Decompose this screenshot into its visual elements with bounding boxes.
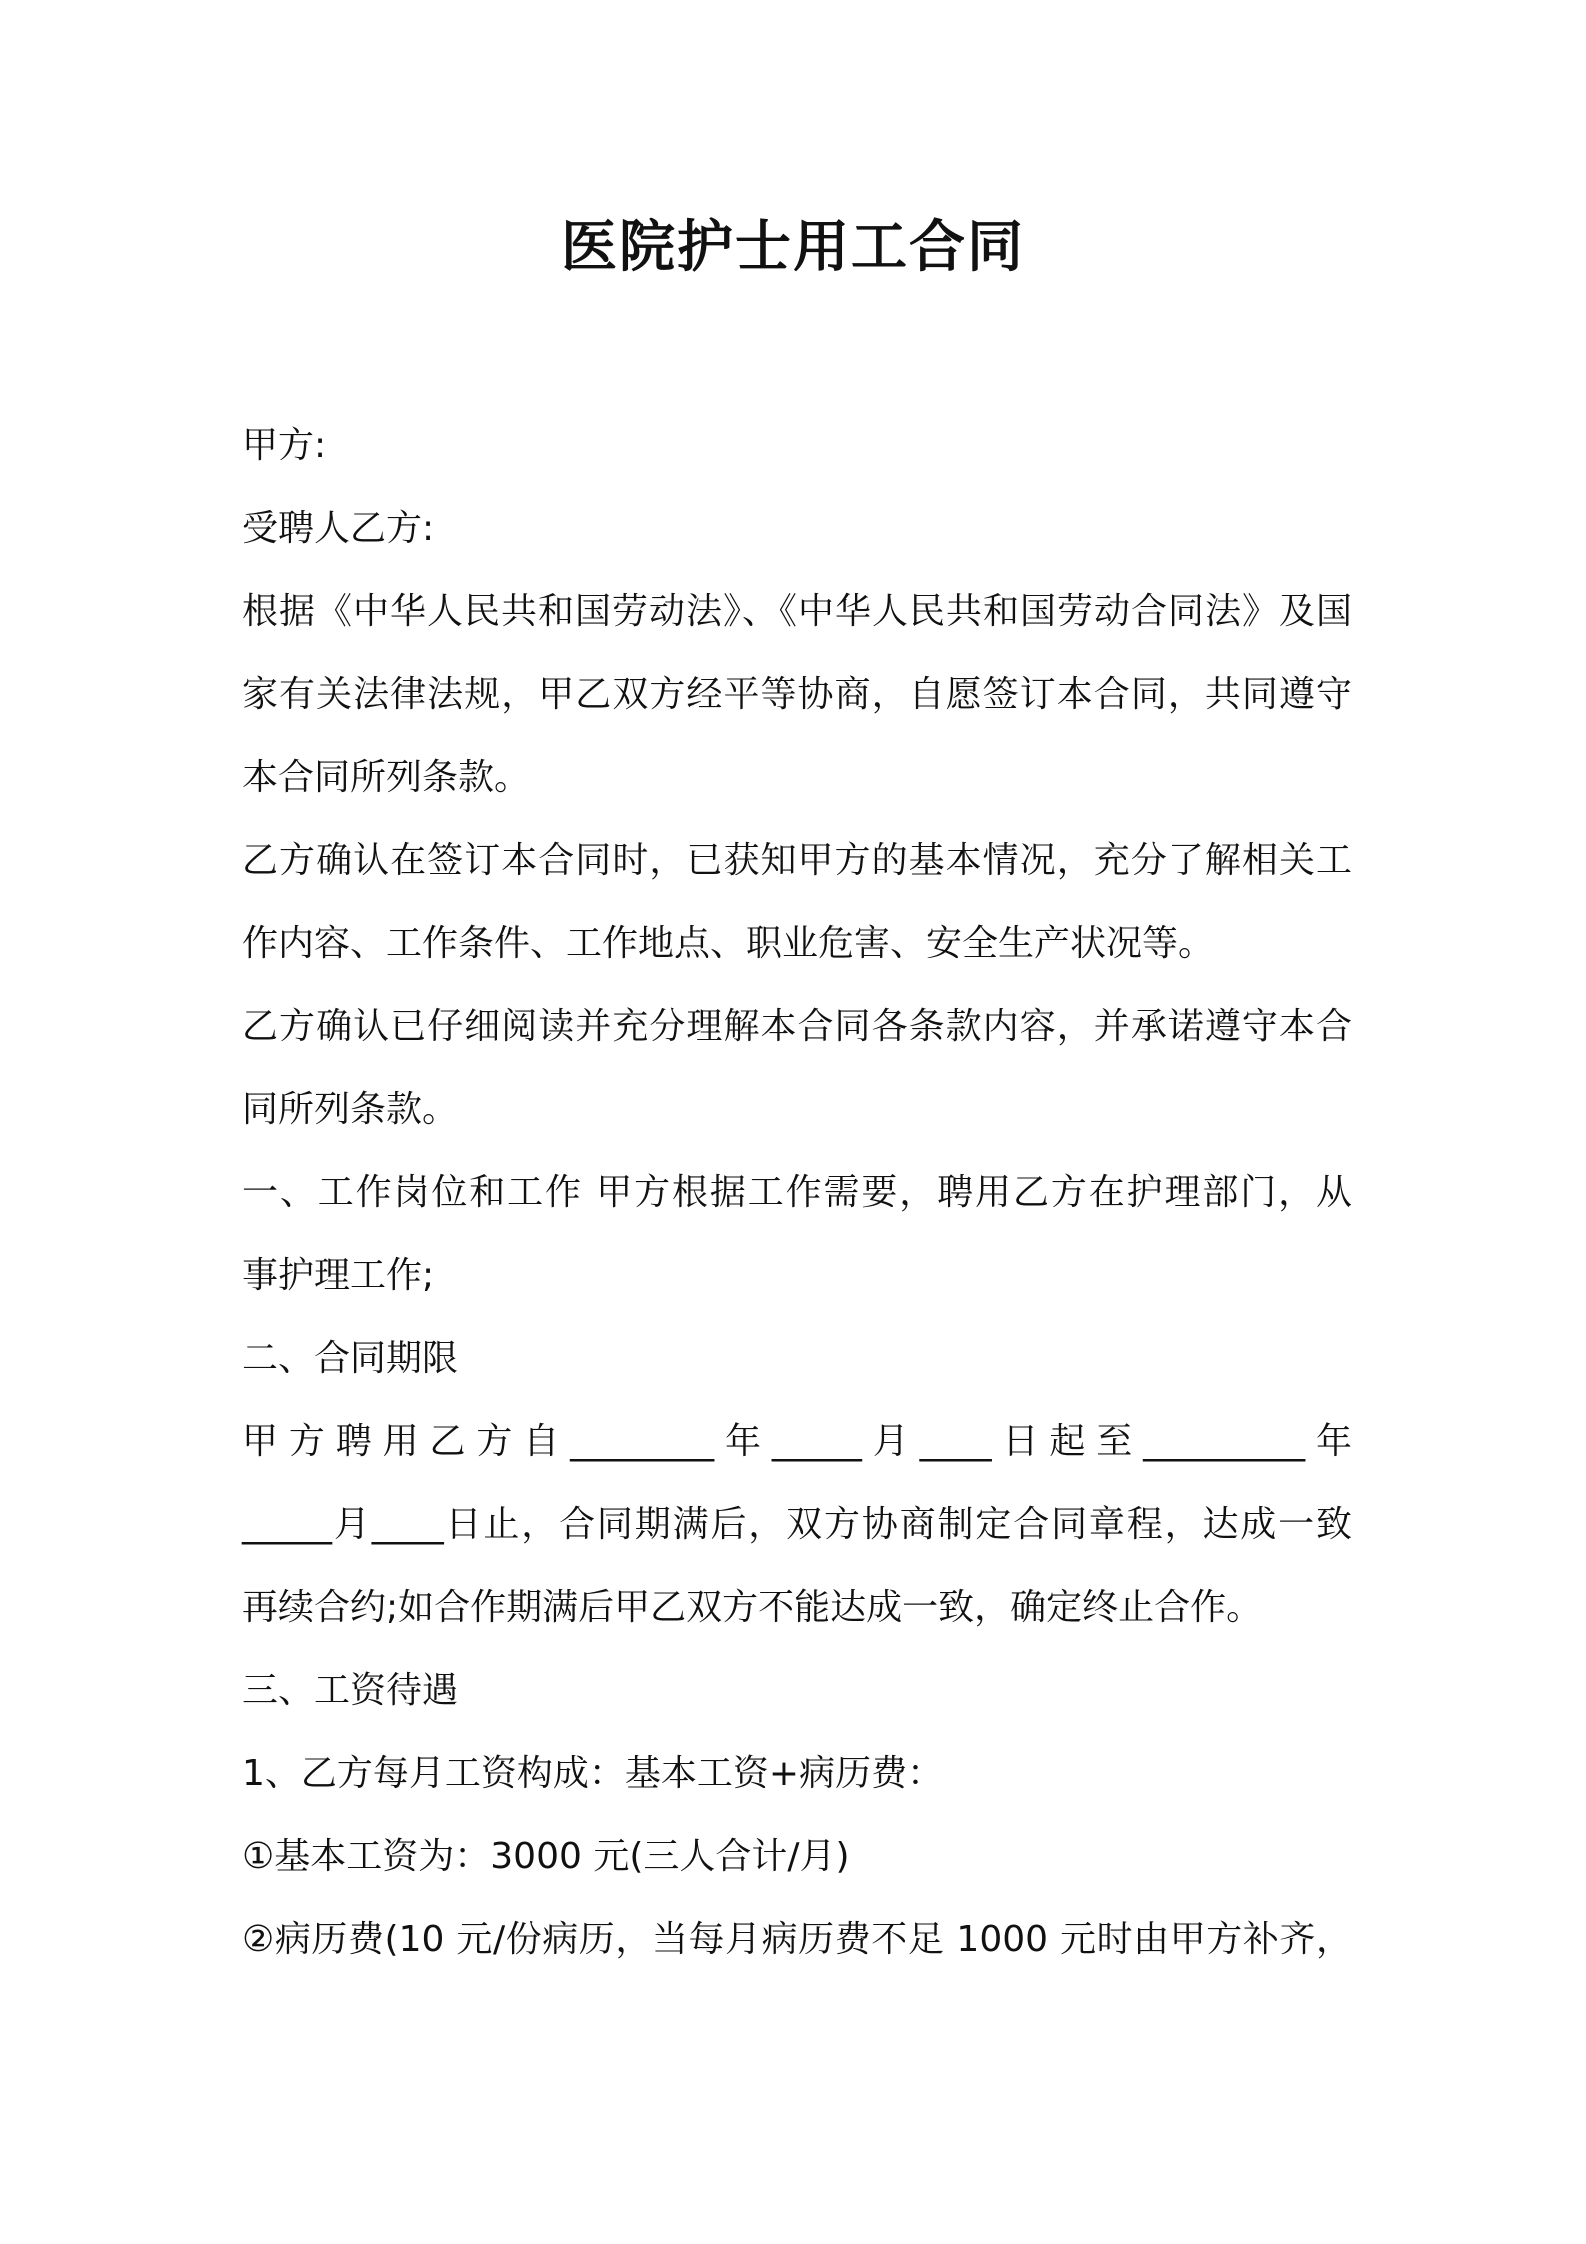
body-line: 家有关法律法规，甲乙双方经平等协商，自愿签订本合同，共同遵守 (242, 674, 1352, 715)
body-line: ①基本工资为：3000 元(三人合计/月) (242, 1836, 850, 1877)
body-line: 根据《中华人民共和国劳动法》、《中华人民共和国劳动合同法》及国 (242, 591, 1352, 632)
document-body (242, 404, 1352, 1981)
document-title: 医院护士用工合同 (561, 215, 1025, 280)
body-line: 甲方聘用乙方自________年_____月____日起至_________年 (242, 1421, 1352, 1462)
body-line: ②病历费(10 元/份病历，当每月病历费不足 1000 元时由甲方补齐， (242, 1919, 1352, 1960)
body-line: 1、乙方每月工资构成：基本工资+病历费： (242, 1753, 944, 1794)
body-line: 受聘人乙方: (242, 508, 435, 549)
body-line: 同所列条款。 (242, 1089, 459, 1130)
body-line: 本合同所列条款。 (242, 757, 531, 798)
body-line: 乙方确认在签订本合同时，已获知甲方的基本情况，充分了解相关工 (242, 840, 1352, 881)
body-line: 甲方: (242, 425, 327, 466)
body-line: 二、合同期限 (242, 1338, 459, 1379)
body-line: _____月____日止，合同期满后，双方协商制定合同章程，达成一致 (242, 1504, 1352, 1545)
body-line: 一、工作岗位和工作 甲方根据工作需要，聘用乙方在护理部门，从 (242, 1172, 1352, 1213)
body-line: 事护理工作; (242, 1255, 435, 1296)
body-line: 作内容、工作条件、工作地点、职业危害、安全生产状况等。 (242, 923, 1215, 964)
body-line: 三、工资待遇 (242, 1670, 459, 1711)
body-line: 再续合约;如合作期满后甲乙双方不能达成一致，确定终止合作。 (242, 1587, 1263, 1628)
body-line: 乙方确认已仔细阅读并充分理解本合同各条款内容，并承诺遵守本合 (242, 1006, 1352, 1047)
